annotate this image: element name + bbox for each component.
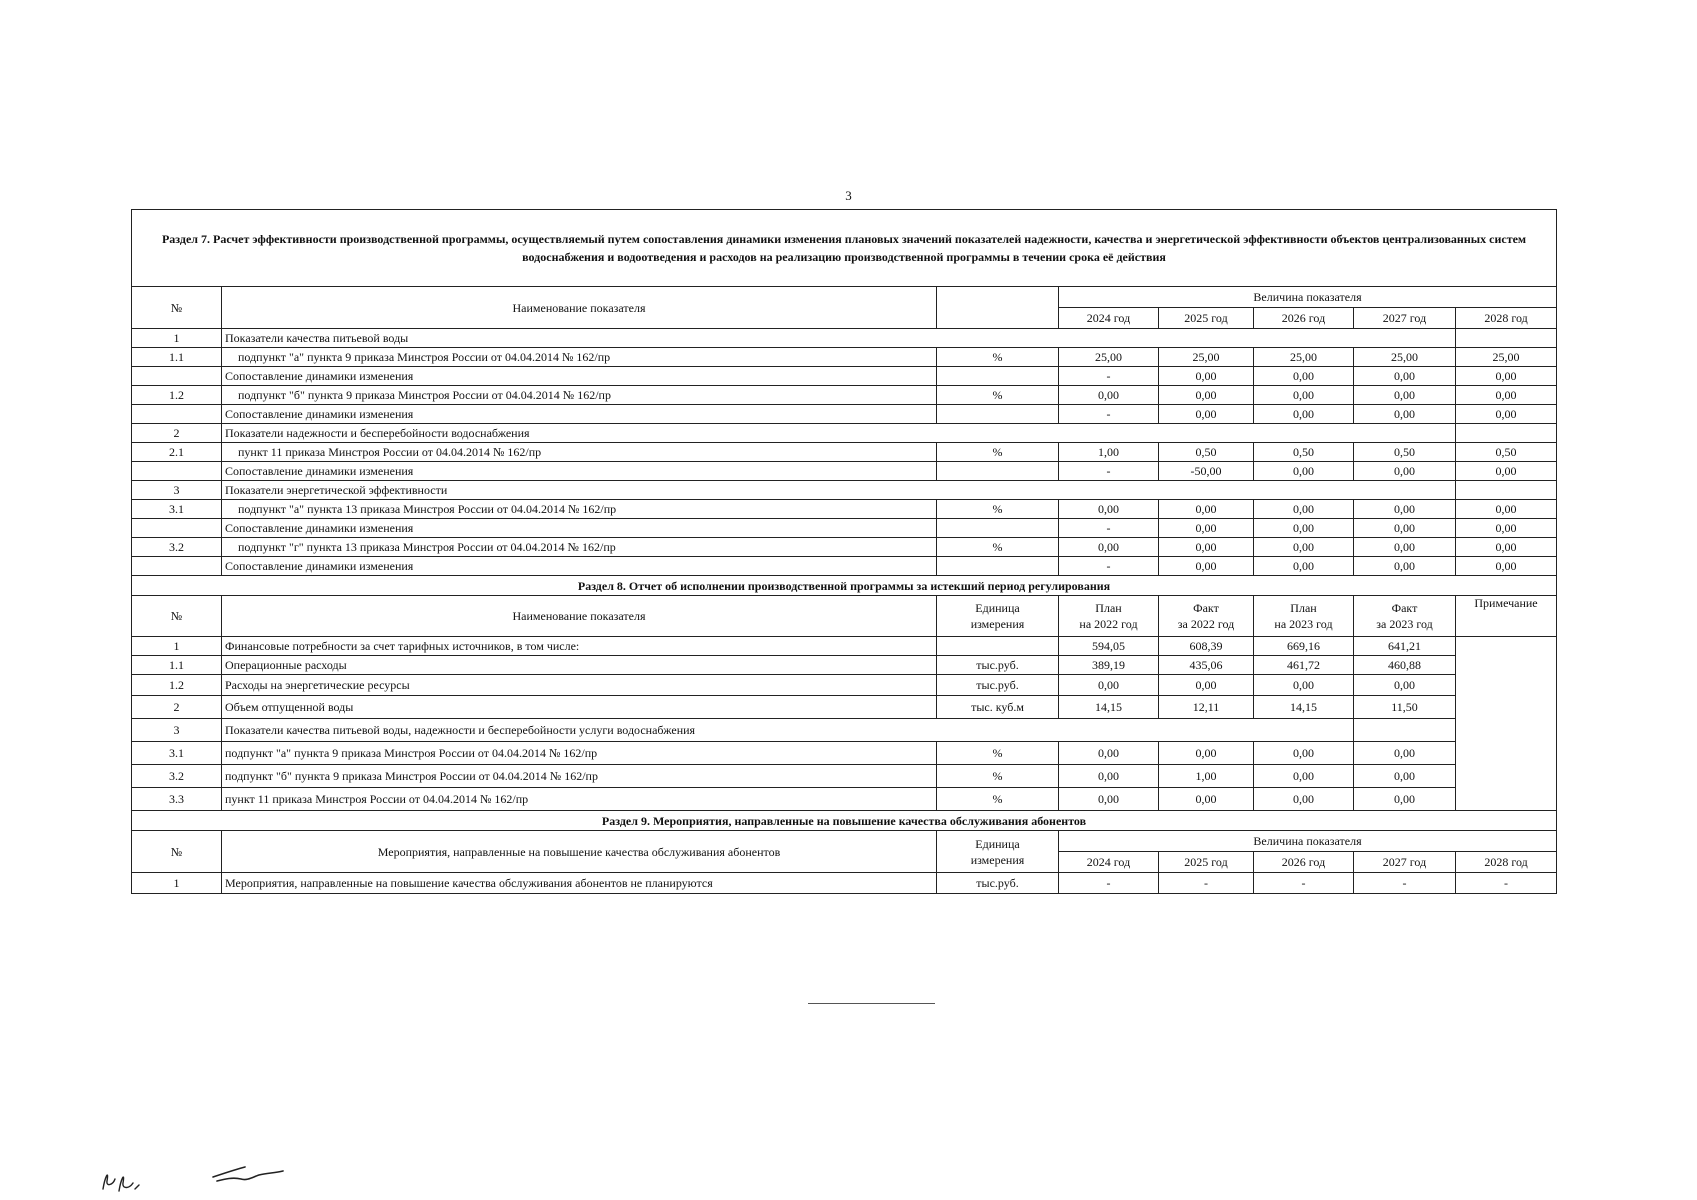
note-cell bbox=[1456, 637, 1557, 811]
row-num bbox=[132, 519, 222, 538]
row-unit: % bbox=[937, 348, 1059, 367]
row-name: Операционные расходы bbox=[222, 656, 937, 675]
row-value: 0,00 bbox=[1254, 386, 1354, 405]
s7-year-2027: 2027 год bbox=[1354, 308, 1456, 329]
report-table bbox=[131, 209, 1557, 894]
table-row bbox=[132, 656, 1557, 675]
s7-col-num: № bbox=[132, 287, 222, 329]
row-value: 0,00 bbox=[1159, 519, 1254, 538]
row-value: 0,00 bbox=[1456, 538, 1557, 557]
row-value: 0,00 bbox=[1354, 557, 1456, 576]
table-row bbox=[132, 443, 1557, 462]
row-num: 3 bbox=[132, 719, 222, 742]
s7-year-2024: 2024 год bbox=[1059, 308, 1159, 329]
row-name: пункт 11 приказа Минстроя России от 04.04.2014 № 162/пр bbox=[222, 443, 937, 462]
s9-year-2024: 2024 год bbox=[1059, 852, 1159, 873]
row-unit: % bbox=[937, 500, 1059, 519]
row-value: 0,00 bbox=[1254, 519, 1354, 538]
row-value: 0,00 bbox=[1456, 367, 1557, 386]
s9-col-name: Мероприятия, направленные на повышение качества обслуживания абонентов bbox=[222, 831, 937, 873]
row-name: Сопоставление динамики изменения bbox=[222, 557, 937, 576]
row-num: 2 bbox=[132, 424, 222, 443]
s9-col-value: Величина показателя bbox=[1059, 831, 1557, 852]
row-value: 460,88 bbox=[1354, 656, 1456, 675]
row-num: 3.1 bbox=[132, 500, 222, 519]
row-value: 0,00 bbox=[1159, 557, 1254, 576]
row-unit: тыс.руб. bbox=[937, 656, 1059, 675]
s8-col-plan-2022: План на 2022 год bbox=[1059, 596, 1159, 637]
row-num: 1 bbox=[132, 329, 222, 348]
row-value: 14,15 bbox=[1254, 696, 1354, 719]
row-value: 0,00 bbox=[1254, 675, 1354, 696]
row-name: Сопоставление динамики изменения bbox=[222, 462, 937, 481]
row-value: 0,00 bbox=[1354, 742, 1456, 765]
row-value: 25,00 bbox=[1354, 348, 1456, 367]
table-row bbox=[132, 873, 1557, 894]
s9-col-unit: Единица измерения bbox=[937, 831, 1059, 873]
s7-col-value: Величина показателя bbox=[1059, 287, 1557, 308]
row-value: 0,00 bbox=[1354, 367, 1456, 386]
row-num: 3.3 bbox=[132, 788, 222, 811]
row-num: 2 bbox=[132, 696, 222, 719]
row-value: 0,00 bbox=[1059, 538, 1159, 557]
s8-col-name: Наименование показателя bbox=[222, 596, 937, 637]
row-value: 0,00 bbox=[1456, 405, 1557, 424]
row-value: 0,00 bbox=[1159, 675, 1254, 696]
row-value: 0,00 bbox=[1456, 386, 1557, 405]
row-value: 0,00 bbox=[1456, 462, 1557, 481]
row-value: 0,00 bbox=[1059, 742, 1159, 765]
row-value: - bbox=[1059, 519, 1159, 538]
row-num: 3 bbox=[132, 481, 222, 500]
row-value: 0,00 bbox=[1254, 788, 1354, 811]
row-value: 14,15 bbox=[1059, 696, 1159, 719]
row-name: пункт 11 приказа Минстроя России от 04.04.2014 № 162/пр bbox=[222, 788, 937, 811]
s8-col-note: Примечание bbox=[1456, 596, 1557, 637]
row-name: подпункт "а" пункта 9 приказа Минстроя России от 04.04.2014 № 162/пр bbox=[222, 348, 937, 367]
row-num: 1 bbox=[132, 637, 222, 656]
row-num: 3.2 bbox=[132, 538, 222, 557]
row-value: 0,00 bbox=[1456, 500, 1557, 519]
row-unit bbox=[937, 519, 1059, 538]
s7-col-name: Наименование показателя bbox=[222, 287, 937, 329]
row-value: 0,00 bbox=[1059, 386, 1159, 405]
row-unit: % bbox=[937, 443, 1059, 462]
row-unit: % bbox=[937, 386, 1059, 405]
row-unit: % bbox=[937, 788, 1059, 811]
row-value: 0,00 bbox=[1354, 519, 1456, 538]
row-value: - bbox=[1059, 462, 1159, 481]
row-num: 2.1 bbox=[132, 443, 222, 462]
row-unit bbox=[937, 637, 1059, 656]
row-name: Сопоставление динамики изменения bbox=[222, 405, 937, 424]
footer-rule bbox=[808, 1003, 935, 1004]
row-name: Объем отпущенной воды bbox=[222, 696, 937, 719]
row-value: 0,00 bbox=[1354, 405, 1456, 424]
row-value: 1,00 bbox=[1159, 765, 1254, 788]
row-value: 0,00 bbox=[1354, 386, 1456, 405]
row-value: 12,11 bbox=[1159, 696, 1254, 719]
row-value: - bbox=[1254, 873, 1354, 894]
row-value: - bbox=[1059, 367, 1159, 386]
section-7-title: Раздел 7. Расчет эффективности производственной программы, осуществляемый путем сопоставления динамики изменения плановых значений показателей надежности, качества и энергетической эффективности объектов централизованных систем водоснабжения и водоотведения и расходов на реализацию производственной программы в течении срока её действия bbox=[132, 210, 1557, 287]
row-value: 0,00 bbox=[1354, 788, 1456, 811]
row-value: 25,00 bbox=[1254, 348, 1354, 367]
table-row bbox=[132, 367, 1557, 386]
row-name: Показатели качества питьевой воды, надежности и бесперебойности услуги водоснабжения bbox=[222, 719, 1354, 742]
row-name: Сопоставление динамики изменения bbox=[222, 367, 937, 386]
row-value: 0,00 bbox=[1254, 500, 1354, 519]
row-value: 0,00 bbox=[1254, 765, 1354, 788]
row-value: 0,00 bbox=[1159, 386, 1254, 405]
row-num: 1.1 bbox=[132, 348, 222, 367]
s9-year-2027: 2027 год bbox=[1354, 852, 1456, 873]
row-value: - bbox=[1159, 873, 1254, 894]
row-value: 0,00 bbox=[1159, 405, 1254, 424]
row-value: 0,00 bbox=[1354, 538, 1456, 557]
row-value: 594,05 bbox=[1059, 637, 1159, 656]
s7-year-2025: 2025 год bbox=[1159, 308, 1254, 329]
row-value: 0,50 bbox=[1254, 443, 1354, 462]
row-name: Мероприятия, направленные на повышение качества обслуживания абонентов не планируются bbox=[222, 873, 937, 894]
row-value: 25,00 bbox=[1456, 348, 1557, 367]
s7-col-unit bbox=[937, 287, 1059, 329]
row-num: 1 bbox=[132, 873, 222, 894]
row-value: - bbox=[1059, 873, 1159, 894]
s9-year-2025: 2025 год bbox=[1159, 852, 1254, 873]
row-num: 1.2 bbox=[132, 675, 222, 696]
table-row bbox=[132, 386, 1557, 405]
row-value: 0,00 bbox=[1159, 788, 1254, 811]
row-name: Показатели энергетической эффективности bbox=[222, 481, 1456, 500]
row-num: 1.2 bbox=[132, 386, 222, 405]
table-row bbox=[132, 637, 1557, 656]
row-name: подпункт "а" пункта 9 приказа Минстроя России от 04.04.2014 № 162/пр bbox=[222, 742, 937, 765]
row-unit: % bbox=[937, 765, 1059, 788]
row-value: 0,50 bbox=[1354, 443, 1456, 462]
row-value: - bbox=[1456, 873, 1557, 894]
table-row bbox=[132, 742, 1557, 765]
row-num: 3.1 bbox=[132, 742, 222, 765]
row-value: - bbox=[1059, 405, 1159, 424]
table-row bbox=[132, 788, 1557, 811]
row-value: - bbox=[1059, 557, 1159, 576]
s7-year-2028: 2028 год bbox=[1456, 308, 1557, 329]
row-unit: % bbox=[937, 742, 1059, 765]
row-unit bbox=[937, 405, 1059, 424]
table-row bbox=[132, 481, 1557, 500]
row-name: Показатели надежности и бесперебойности водоснабжения bbox=[222, 424, 1456, 443]
row-value: 0,00 bbox=[1354, 500, 1456, 519]
table-row bbox=[132, 675, 1557, 696]
row-value: 0,00 bbox=[1059, 765, 1159, 788]
table-row bbox=[132, 519, 1557, 538]
row-value: 0,00 bbox=[1354, 675, 1456, 696]
row-value: 0,00 bbox=[1254, 538, 1354, 557]
row-num bbox=[132, 557, 222, 576]
table-row bbox=[132, 500, 1557, 519]
row-name: подпункт "б" пункта 9 приказа Минстроя России от 04.04.2014 № 162/пр bbox=[222, 765, 937, 788]
row-value: 0,00 bbox=[1354, 765, 1456, 788]
row-unit: % bbox=[937, 538, 1059, 557]
table-row bbox=[132, 405, 1557, 424]
row-value: 0,50 bbox=[1456, 443, 1557, 462]
row-value: 0,00 bbox=[1254, 742, 1354, 765]
section-8-title: Раздел 8. Отчет об исполнении производственной программы за истекший период регулирования bbox=[132, 576, 1557, 596]
row-value: 25,00 bbox=[1159, 348, 1254, 367]
row-name: подпункт "г" пункта 13 приказа Минстроя России от 04.04.2014 № 162/пр bbox=[222, 538, 937, 557]
row-unit: тыс. куб.м bbox=[937, 696, 1059, 719]
row-name: подпункт "б" пункта 9 приказа Минстроя России от 04.04.2014 № 162/пр bbox=[222, 386, 937, 405]
row-value: 1,00 bbox=[1059, 443, 1159, 462]
row-num bbox=[132, 405, 222, 424]
row-value: 0,00 bbox=[1456, 557, 1557, 576]
s9-year-2028: 2028 год bbox=[1456, 852, 1557, 873]
row-value: 669,16 bbox=[1254, 637, 1354, 656]
s9-year-2026: 2026 год bbox=[1254, 852, 1354, 873]
row-value: 0,00 bbox=[1159, 538, 1254, 557]
section-9-title: Раздел 9. Мероприятия, направленные на повышение качества обслуживания абонентов bbox=[132, 811, 1557, 831]
row-value: 0,00 bbox=[1159, 500, 1254, 519]
row-value: 0,00 bbox=[1159, 742, 1254, 765]
s8-col-plan-2023: План на 2023 год bbox=[1254, 596, 1354, 637]
row-value: 0,00 bbox=[1354, 462, 1456, 481]
table-row bbox=[132, 765, 1557, 788]
row-value: 0,00 bbox=[1159, 367, 1254, 386]
s8-col-num: № bbox=[132, 596, 222, 637]
row-unit: тыс.руб. bbox=[937, 873, 1059, 894]
row-num: 1.1 bbox=[132, 656, 222, 675]
row-value: 0,00 bbox=[1059, 788, 1159, 811]
row-num bbox=[132, 462, 222, 481]
row-name: подпункт "а" пункта 13 приказа Минстроя России от 04.04.2014 № 162/пр bbox=[222, 500, 937, 519]
row-unit bbox=[937, 462, 1059, 481]
table-row bbox=[132, 719, 1557, 742]
row-value: 25,00 bbox=[1059, 348, 1159, 367]
row-value: 0,00 bbox=[1059, 500, 1159, 519]
row-value: - bbox=[1354, 873, 1456, 894]
row-value: 608,39 bbox=[1159, 637, 1254, 656]
row-value: 0,00 bbox=[1456, 519, 1557, 538]
row-value: 435,06 bbox=[1159, 656, 1254, 675]
row-value: 0,00 bbox=[1254, 557, 1354, 576]
row-name: Показатели качества питьевой воды bbox=[222, 329, 1456, 348]
row-num: 3.2 bbox=[132, 765, 222, 788]
row-unit bbox=[937, 367, 1059, 386]
s8-col-fact-2023: Факт за 2023 год bbox=[1354, 596, 1456, 637]
table-row bbox=[132, 557, 1557, 576]
row-unit: тыс.руб. bbox=[937, 675, 1059, 696]
page-number: 3 bbox=[845, 188, 852, 203]
s8-col-unit: Единица измерения bbox=[937, 596, 1059, 637]
row-value: -50,00 bbox=[1159, 462, 1254, 481]
row-value: 0,00 bbox=[1254, 367, 1354, 386]
s7-year-2026: 2026 год bbox=[1254, 308, 1354, 329]
table-row bbox=[132, 696, 1557, 719]
row-value: 641,21 bbox=[1354, 637, 1456, 656]
row-num bbox=[132, 367, 222, 386]
handwritten-signature bbox=[95, 1155, 325, 1195]
table-row bbox=[132, 348, 1557, 367]
row-value: 0,00 bbox=[1254, 462, 1354, 481]
row-unit bbox=[937, 557, 1059, 576]
row-name: Сопоставление динамики изменения bbox=[222, 519, 937, 538]
s9-col-num: № bbox=[132, 831, 222, 873]
s8-col-fact-2022: Факт за 2022 год bbox=[1159, 596, 1254, 637]
table-row bbox=[132, 329, 1557, 348]
row-value: 0,00 bbox=[1254, 405, 1354, 424]
row-value: 11,50 bbox=[1354, 696, 1456, 719]
table-row bbox=[132, 538, 1557, 557]
row-name: Финансовые потребности за счет тарифных источников, в том числе: bbox=[222, 637, 937, 656]
table-row bbox=[132, 462, 1557, 481]
row-value: 0,00 bbox=[1059, 675, 1159, 696]
table-row bbox=[132, 424, 1557, 443]
row-name: Расходы на энергетические ресурсы bbox=[222, 675, 937, 696]
row-value: 461,72 bbox=[1254, 656, 1354, 675]
row-value: 0,50 bbox=[1159, 443, 1254, 462]
row-value: 389,19 bbox=[1059, 656, 1159, 675]
